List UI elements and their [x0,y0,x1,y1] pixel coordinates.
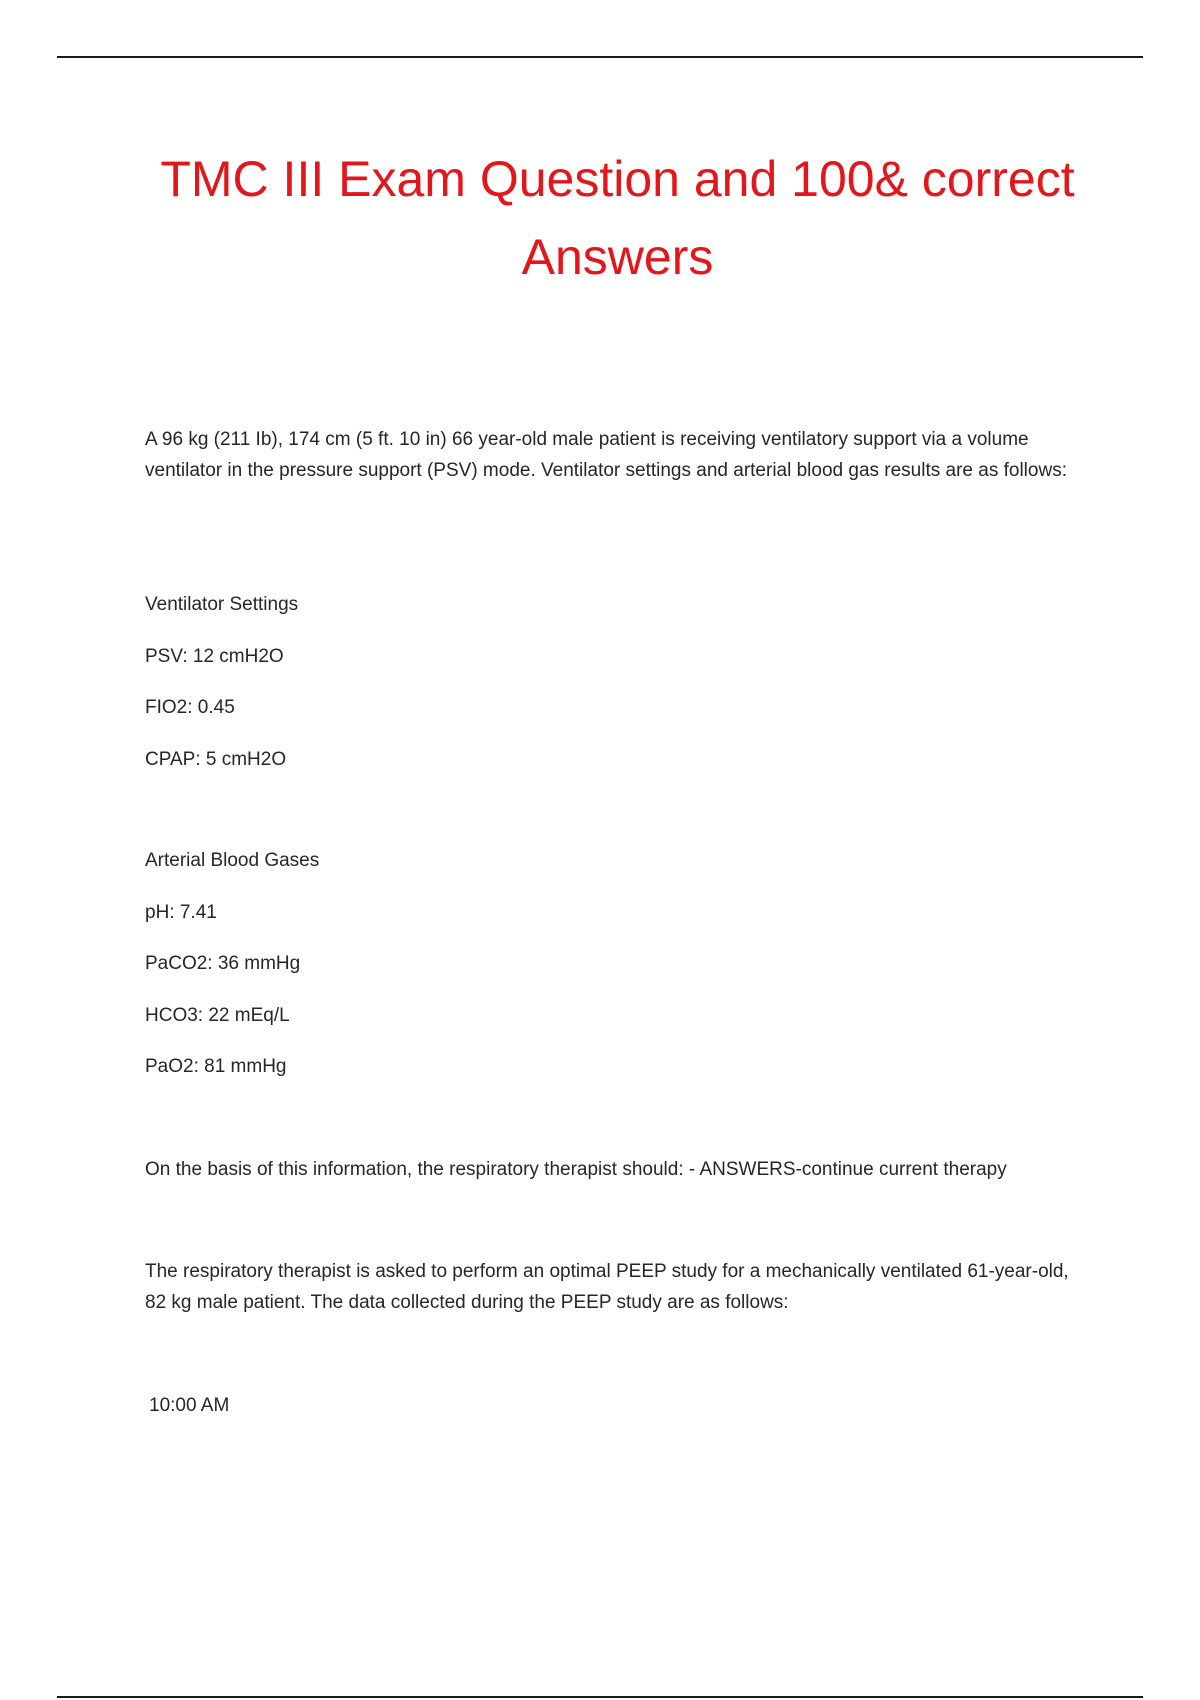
abg-value-item: PaO2: 81 mmHg [145,1056,287,1077]
ventilator-setting-item: CPAP: 5 cmH2O [145,749,287,770]
abg-heading: Arterial Blood Gases [145,850,320,871]
abg-value-item: HCO3: 22 mEq/L [145,1005,290,1026]
abg-value-item: pH: 7.41 [145,902,217,923]
header-rule [57,56,1143,58]
footer-rule [57,1696,1143,1698]
question-1-answer: On the basis of this information, the respiratory therapist should: - ANSWERS-continue current therapy [145,1159,1007,1180]
question-2-stem: The respiratory therapist is asked to perform an optimal PEEP study for a mechanically ventilated 61-year-old, 82 kg male patient. The data collected during the PEEP study are as follows: [145,1261,1069,1313]
question-1-stem: A 96 kg (211 Ib), 174 cm (5 ft. 10 in) 66 year-old male patient is receiving ventilatory support via a volume ventilator in the pressure support (PSV) mode. Ventilator settings and arterial blood gas results are as follows: [145,429,1067,481]
abg-value-item: PaCO2: 36 mmHg [145,953,301,974]
ventilator-settings-heading: Ventilator Settings [145,594,299,615]
peep-study-time: 10:00 AM [149,1395,230,1416]
ventilator-setting-item: PSV: 12 cmH2O [145,646,284,667]
ventilator-setting-item: FIO2: 0.45 [145,697,235,718]
document-title: TMC III Exam Question and 100& correct Answers [160,151,1075,285]
